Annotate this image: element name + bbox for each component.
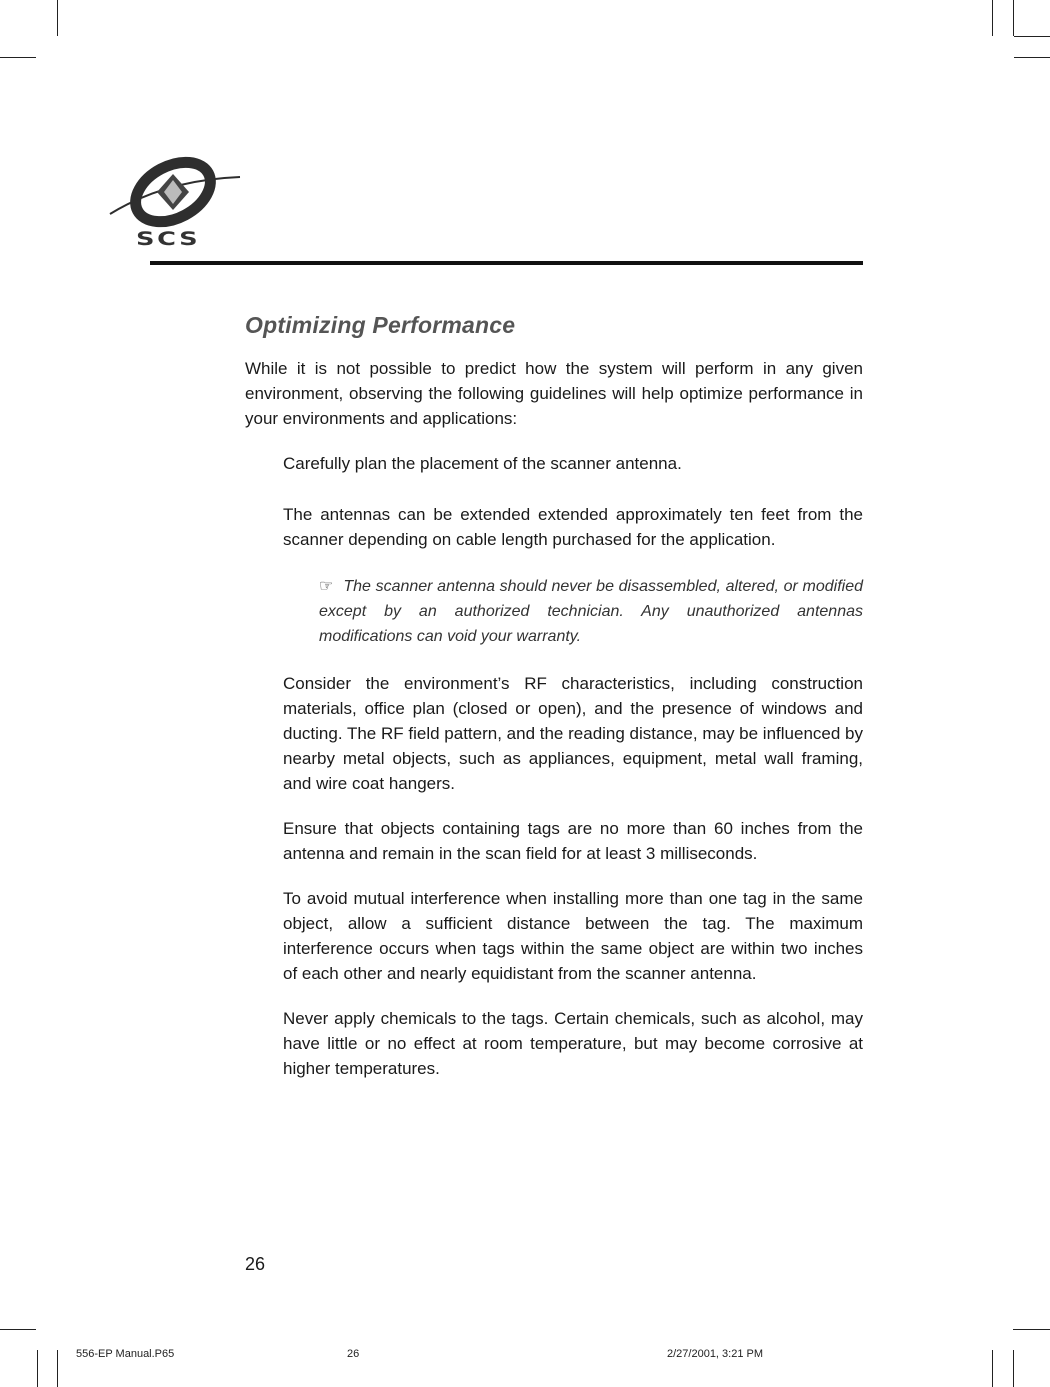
crop-mark — [37, 1350, 38, 1387]
crop-mark — [0, 57, 36, 58]
crop-mark — [1014, 36, 1050, 37]
section-title: Optimizing Performance — [245, 312, 516, 338]
guideline-rf-environment: Consider the environment’s RF characteristics, including construction materials, office plan (closed or open), and the presence of windows and ducting. The RF field pattern, and the reading distance, may be influenced by nearby metal objects, such as appliances, equipment, metal wall framing, and wire coat hangers. — [283, 674, 863, 793]
page-content — [245, 312, 863, 1101]
footer-timestamp: 2/27/2001, 3:21 PM — [667, 1348, 764, 1360]
crop-mark — [0, 1329, 36, 1330]
crop-mark — [57, 0, 58, 36]
guideline-chemicals: Never apply chemicals to the tags. Certain chemicals, such as alcohol, may have little or no effect at room temperature, but may become corrosive at higher temperatures. — [283, 1009, 863, 1078]
footer-page: 26 — [347, 1348, 360, 1360]
footer-file: 556-EP Manual.P65 — [76, 1348, 175, 1360]
crop-mark — [57, 1350, 58, 1387]
crop-mark — [1013, 1350, 1014, 1387]
crop-mark — [1014, 57, 1050, 58]
page-number: 26 — [245, 1254, 266, 1274]
guideline-antenna-placement: Carefully plan the placement of the scanner antenna. — [283, 454, 682, 473]
warranty-note — [319, 574, 863, 649]
crop-mark — [992, 1350, 993, 1387]
guideline-interference: To avoid mutual interference when installing more than one tag in the same object, allow a sufficient distance between the tag. The maximum interference occurs when tags within the same object are within two inches of each other and nearly equidistant from the scanner antenna. — [283, 889, 863, 983]
warranty-note-text: The scanner antenna should never be disassembled, altered, or modified except by an authorized technician. Any unauthorized antennas modifications can void your warranty. — [319, 578, 863, 645]
intro-paragraph: While it is not possible to predict how the system will perform in any given environment, observing the following guidelines will help optimize performance in your environments and applications: — [245, 359, 863, 428]
crop-mark — [1013, 1329, 1050, 1330]
logo-text: SCS — [136, 228, 201, 250]
header-rule — [150, 261, 863, 265]
guideline-distance: Ensure that objects containing tags are no more than 60 inches from the antenna and remain in the scan field for at least 3 milliseconds. — [283, 819, 863, 863]
crop-mark — [992, 0, 993, 36]
pointing-hand-icon: ☞ — [319, 578, 334, 595]
guideline-antenna-detail: The antennas can be extended extended approximately ten feet from the scanner depending on cable length purchased for the application. — [283, 505, 863, 549]
crop-mark — [1013, 0, 1014, 36]
